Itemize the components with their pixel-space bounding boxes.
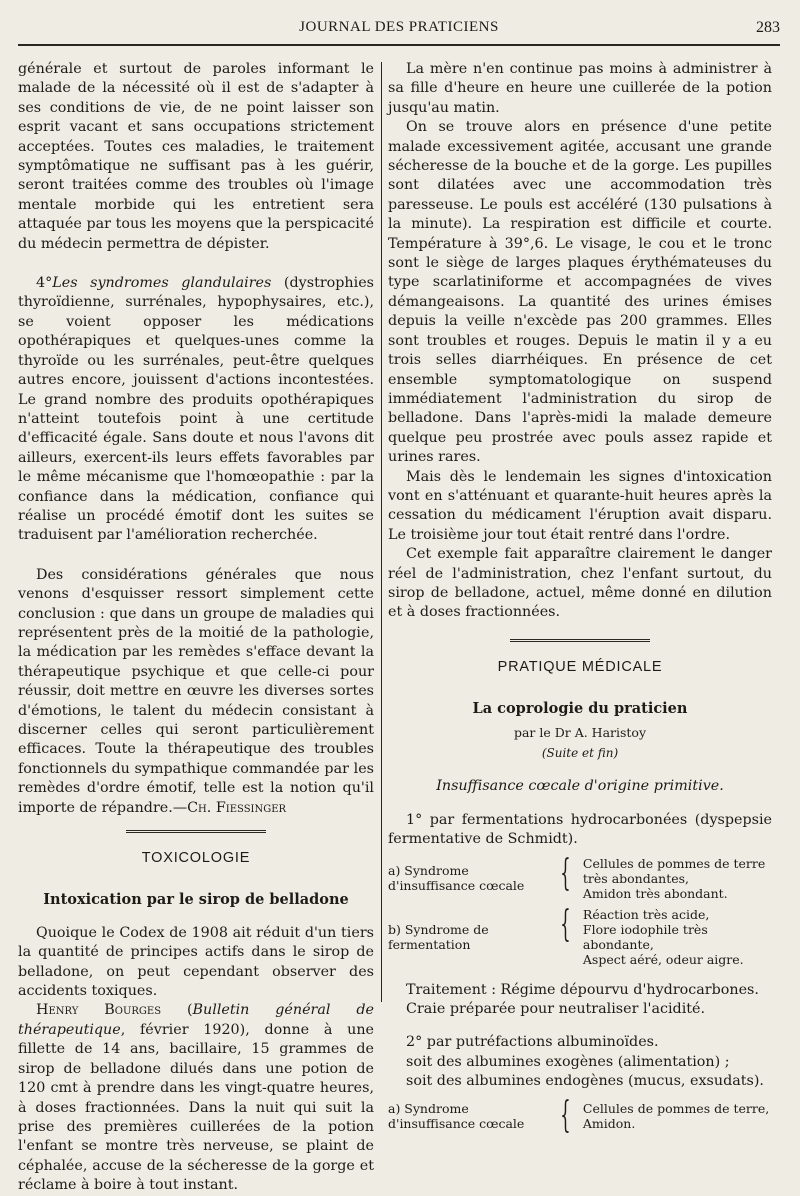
putrefaction-line: 2° par putréfactions albuminoïdes. xyxy=(406,1034,659,1051)
section-rule xyxy=(510,639,650,642)
brace-glyph: { xyxy=(560,852,571,894)
journal-title: JOURNAL DES PRATICIENS xyxy=(299,19,499,35)
item-number: 4° xyxy=(36,275,53,292)
brace-glyph: { xyxy=(560,1094,571,1136)
paragraph: On se trouve alors en présence d'une petite malade excessivement agitée, accusant une grande sécheresse de la bouche et de la gorge. Les pupilles sont dilatées avec une accommodation très paresseuse. Le pouls est accéléré (130 pulsations à la minute). La respiration est difficile et courte. Température à 39°,6. Le visage, le cou et le tronc sont le siège de larges plaques érythémateuses du type scarlatiniforme et accompagnées de vives démangeaisons. La quantité des urines émises depuis la veille n'excède pas 200 grammes. Elles sont troubles et rouges. Depuis le matin il y a eu trois selles diarrhéiques. En présence de cet ensemble symptomatologique on suspend immédiatement l'administration du sirop de belladone. Dans l'après-midi la malade demeure quelque peu prostrée avec pouls assez rapide et urines rares. xyxy=(388,119,772,466)
paragraph: 1° par fermentations hydrocarbonées (dyspepsie fermentative de Schmidt). xyxy=(388,811,772,848)
section-title: TOXICOLOGIE xyxy=(141,850,251,867)
scheme-items xyxy=(583,856,772,901)
article-byline: par le Dr A. Haristoy xyxy=(513,724,647,740)
putrefaction-line: soit des albumines endogènes (mucus, exsudats). xyxy=(406,1073,764,1090)
author-name: Henry Bourges xyxy=(36,1002,162,1019)
header-rule xyxy=(18,44,780,46)
scheme-items xyxy=(583,1098,772,1134)
paragraph-case: Henry Bourges (Bulletin général de thérapeutique, février 1920), donne à une fillette de 14 ans, bacillaire, 15 grammes de sirop de belladone dilués dans une potion de 120 cmt à prendre dans les vingt-quatre heures, à doses fractionnées. Dans la nuit qui suit la prise des premières cuillerées de la potion l'enfant se montre très nerveuse, se plaint de céphalée, accuse de la sécheresse de la gorge et réclame à boire à tout instant. xyxy=(18,1002,375,1194)
article-title: La coprologie du praticien xyxy=(472,700,688,718)
column-divider xyxy=(381,62,382,1002)
scheme-item: Cellules de pommes de terre, xyxy=(582,1100,770,1116)
article-subtitle: Insuffisance cœcale d'origine primitive. xyxy=(436,778,724,795)
scheme-c xyxy=(388,1094,772,1136)
paragraph: Mais dès le lendemain les signes d'intoxication vont en s'atténuant et quarante-huit heures après la cessation du médicament l'éruption avait disparu. Le troisième jour tout était rentré dans l'ordre. xyxy=(388,468,772,543)
paragraph: Quoique le Codex de 1908 ait réduit d'un tiers la quantité de principes actifs dans le sirop de belladone, on peut cependant observer des accidents toxiques. xyxy=(18,924,374,1000)
journal-reference: Bulletin général de thérapeutique xyxy=(18,1002,375,1038)
scheme-label: a) Syndrome d'insuffisance cœcale xyxy=(388,1100,525,1131)
scheme-item: Amidon. xyxy=(582,1115,636,1131)
putrefaction-line: soit des albumines exogènes (alimentation) ; xyxy=(406,1053,730,1070)
treatment-line: Craie préparée pour neutraliser l'acidité. xyxy=(406,1001,706,1018)
paragraph: La mère n'en continue pas moins à administrer à sa fille d'heure en heure une cuillerée de la potion jusqu'au matin. xyxy=(388,61,772,116)
scheme-b xyxy=(388,903,772,967)
paragraph-text: Des considérations générales que nous venons d'esquisser ressort simplement cette conclusion : que dans un groupe de maladies qui représentent près de la moitié de la pathologie, la médication par les remèdes s'efface devant la thérapeutique psychique et que celle-ci pour réussir, doit mettre en œuvre les diverses sortes d'émotions, le talent du médecin consistant à discerner celles qui seront particulièrement efficaces. Toute la thérapeutique des troubles fonctionnels du sympathique commandée par les remèdes d'ordre émotif, telle est la notion qu'il importe de répandre. xyxy=(18,566,374,816)
section-rule xyxy=(126,830,266,833)
paragraph-glandular xyxy=(18,274,374,546)
author-signature: —Ch. Fiessinger xyxy=(172,799,287,816)
scheme-item: Réaction très acide, xyxy=(582,906,710,922)
article-title: Intoxication par le sirop de belladone xyxy=(43,891,349,909)
paragraph: générale et surtout de paroles informant le malade de la nécessité où il est de s'adapter à ses conditions de vie, de ne point laisser son esprit vacant et sans occupations strictement acceptées. Toutes ces maladies, le traitement symptômatique ne suffisant pas à les guérir, seront traitées comme des troubles où l'image mentale morbide qui les entretient sera attaquée par tous les moyens que la perspicacité du médecin permettra de dépister. xyxy=(18,61,374,252)
scheme-item: Aspect aéré, odeur aigre. xyxy=(582,951,744,967)
page-header xyxy=(18,19,780,41)
paragraph-text: , février 1920), donne à une fillette de 14 ans, bacillaire, 15 grammes de sirop de belladone dilués dans une potion de 120 cmt à prendre dans les vingt-quatre heures, à doses fractionnées. Dans la nuit qui suit la prise des premières cuillerées de la potion l'enfant se montre très nerveuse, se plaint de céphalée, accuse de la sécheresse de la gorge et réclame à boire à tout instant. xyxy=(18,1021,374,1194)
section-title: PRATIQUE MÉDICALE xyxy=(497,658,663,675)
right-column xyxy=(388,60,772,1134)
page-number: 283 xyxy=(756,19,780,36)
scheme-label: a) Syndrome d'insuffisance cœcale xyxy=(388,863,525,894)
paragraph: Cet exemple fait apparaître clairement le danger réel de l'administration, chez l'enfant surtout, du sirop de belladone, actuel, même donné en dilution et à doses fractionnées. xyxy=(388,546,772,621)
scheme-item: Flore iodophile très abondante, xyxy=(582,921,708,952)
paragraph-conclusion xyxy=(18,566,374,818)
scheme-label: b) Syndrome de fermentation xyxy=(388,921,489,952)
left-column xyxy=(18,60,374,1196)
scheme-item: Cellules de pommes de terre très abondantes, xyxy=(582,855,766,886)
item-heading: Les syndromes glandulaires xyxy=(52,275,272,292)
paragraph-text: (dystrophies thyroïdienne, surrénales, hypophysaires, etc.), se voient opposer les médications opothérapiques et quelques-unes comme la thyroïde ou les surrénales, peut-être quelques autres encore, jouissent d'actions incontestées. Le grand nombre des produits opothérapiques n'atteint toutefois point à une certitude d'efficacité égale. Sans doute et nous l'avons dit ailleurs, exercent-ils leurs effets favorables par le même mécanisme que l'homœopathie : par la confiance dans la médication, confiance qui réalise un procédé émotif dont les suites se traduisent par l'amélioration recherchée. xyxy=(18,275,374,544)
brace-glyph: { xyxy=(560,903,571,945)
article-note: (Suite et fin) xyxy=(541,746,619,760)
scheme-a xyxy=(388,852,772,901)
scheme-items xyxy=(583,907,772,967)
scheme-item: Amidon très abondant. xyxy=(582,885,728,901)
treatment-line: Traitement : Régime dépourvu d'hydrocarbones. xyxy=(406,981,759,998)
